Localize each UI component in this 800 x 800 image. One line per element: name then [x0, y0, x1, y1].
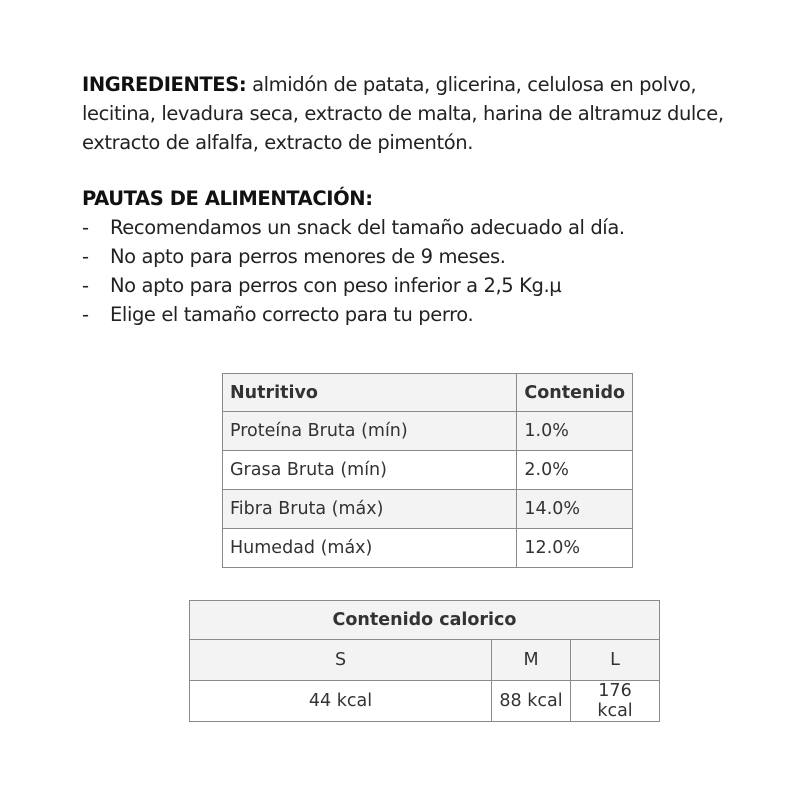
nutrient-name: Humedad (máx) — [223, 529, 517, 568]
nutrition-table — [222, 373, 633, 568]
feeding-guidelines-title: PAUTAS DE ALIMENTACIÓN: — [82, 187, 373, 210]
header-nutrient: Nutritivo — [223, 374, 517, 412]
size-l: L — [571, 640, 660, 681]
table-row — [223, 412, 633, 451]
table-row — [223, 529, 633, 568]
nutrient-value: 2.0% — [517, 451, 633, 490]
nutrient-value: 12.0% — [517, 529, 633, 568]
list-item-text: No apto para perros con peso inferior a 2,5 Kg.µ — [110, 274, 562, 297]
list-item — [82, 271, 742, 300]
table-row — [190, 640, 660, 681]
table-row — [223, 490, 633, 529]
feeding-guidelines-list — [82, 213, 742, 329]
bullet-dash: - — [82, 245, 89, 268]
list-item-text: Elige el tamaño correcto para tu perro. — [110, 303, 474, 326]
table-header-row — [223, 374, 633, 412]
nutrient-name: Proteína Bruta (mín) — [223, 412, 517, 451]
calorie-table-title: Contenido calorico — [190, 601, 660, 640]
nutrient-name: Fibra Bruta (máx) — [223, 490, 517, 529]
list-item — [82, 300, 742, 329]
list-item-text: No apto para perros menores de 9 meses. — [110, 245, 506, 268]
nutrient-value: 14.0% — [517, 490, 633, 529]
ingredients-paragraph — [82, 70, 742, 157]
table-row — [190, 681, 660, 722]
nutrient-value: 1.0% — [517, 412, 633, 451]
size-s: S — [190, 640, 492, 681]
bullet-dash: - — [82, 216, 89, 239]
bullet-dash: - — [82, 303, 89, 326]
table-header-row — [190, 601, 660, 640]
calorie-table — [189, 600, 660, 722]
list-item — [82, 242, 742, 271]
kcal-m: 88 kcal — [492, 681, 571, 722]
ingredients-text: almidón de patata, glicerina, celulosa en polvo, lecitina, levadura seca, extracto de malta, harina de altramuz dulce, extracto de alfalfa, extracto de pimentón. — [82, 73, 724, 154]
product-info — [82, 70, 742, 329]
list-item — [82, 213, 742, 242]
kcal-s: 44 kcal — [190, 681, 492, 722]
table-row — [223, 451, 633, 490]
ingredients-label: INGREDIENTES: — [82, 73, 247, 96]
list-item-text: Recomendamos un snack del tamaño adecuado al día. — [110, 216, 625, 239]
header-content: Contenido — [517, 374, 633, 412]
bullet-dash: - — [82, 274, 89, 297]
nutrient-name: Grasa Bruta (mín) — [223, 451, 517, 490]
size-m: M — [492, 640, 571, 681]
kcal-l: 176 kcal — [571, 681, 660, 722]
